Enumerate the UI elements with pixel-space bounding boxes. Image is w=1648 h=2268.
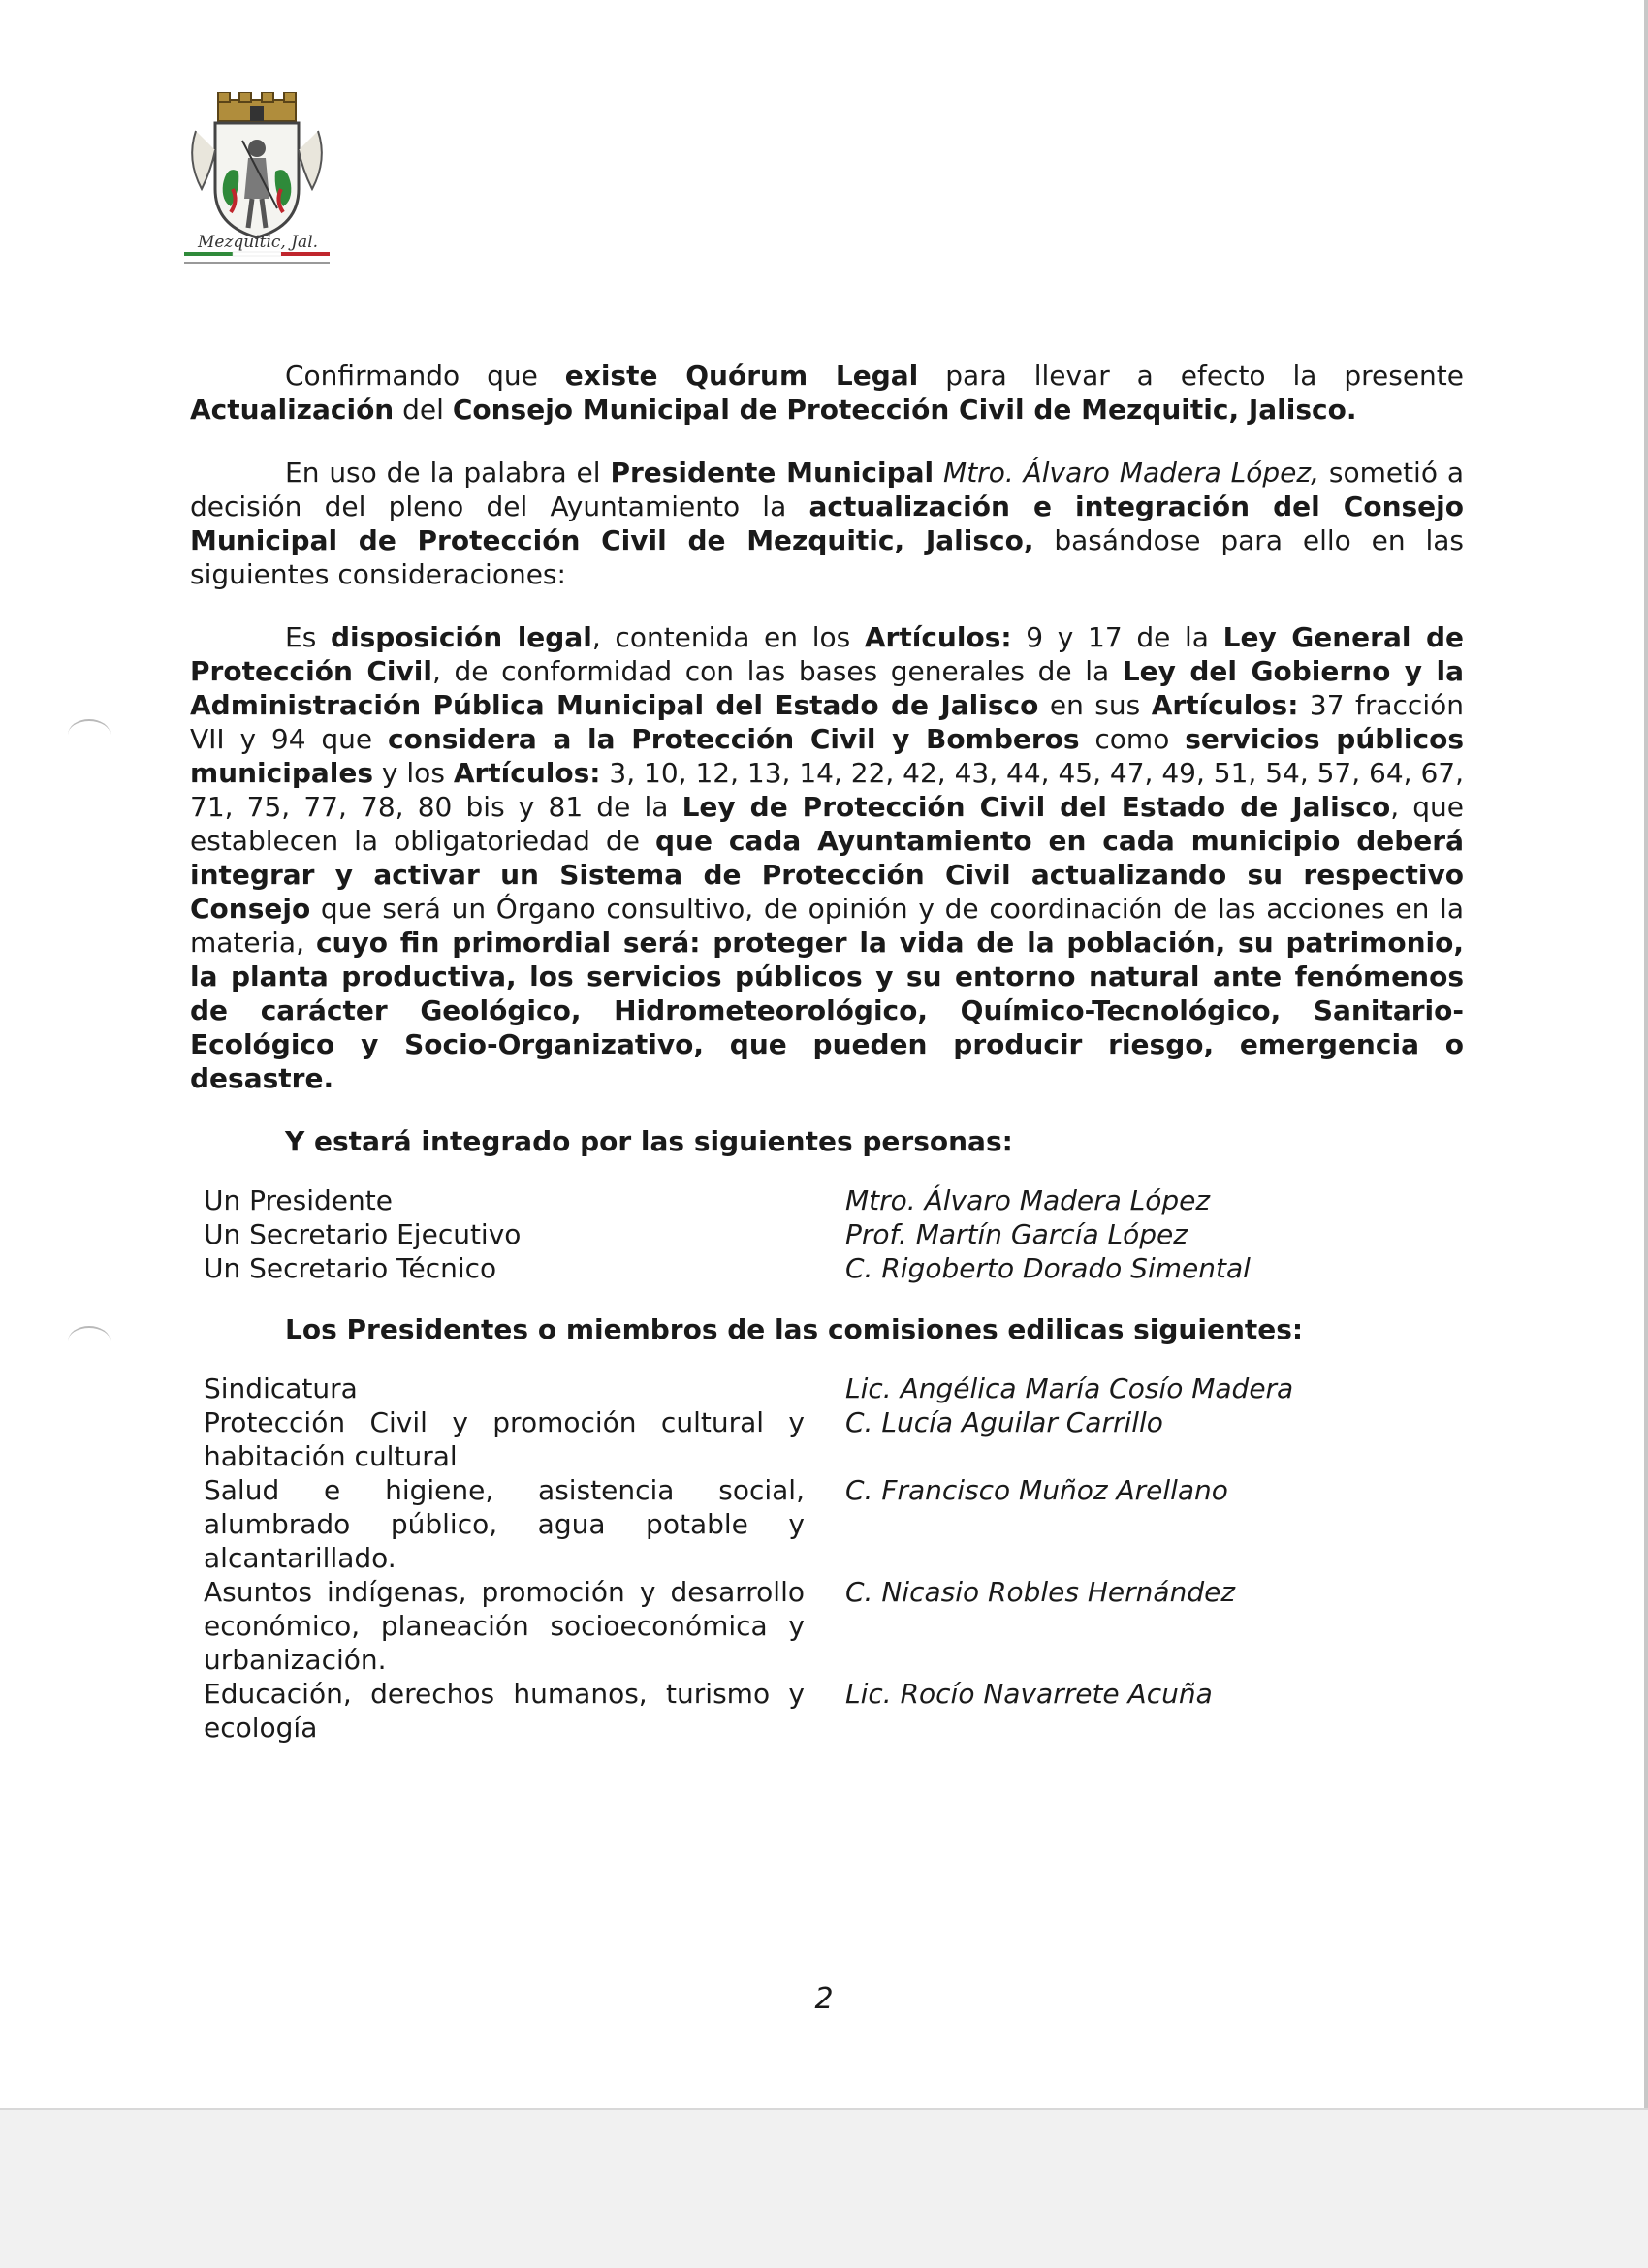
officer-name: C. Rigoberto Dorado Simental — [845, 1252, 1251, 1284]
officer-role: Un Secretario Ejecutivo — [204, 1218, 522, 1250]
paragraph-quorum: Confirmando que existe Quórum Legal para llevar a efecto la presente Actualización del Consejo Municipal de Protección Civil de Mezquitic, Jalisco. — [190, 360, 1464, 425]
integration-heading: Y estará integrado por las siguientes personas: — [285, 1125, 1013, 1157]
officer-role: Un Presidente — [204, 1184, 393, 1216]
commission-role: Sindicatura — [204, 1372, 358, 1404]
commission-role: Salud e higiene, asistencia social, alumbrado público, agua potable y alcantarillado. — [204, 1474, 805, 1574]
commission-role: Educación, derechos humanos, turismo y ecología — [204, 1678, 805, 1744]
logo-caption: Mezquitic, Jal. — [197, 233, 319, 252]
commission-role: Asuntos indígenas, promoción y desarrollo económico, planeación socioeconómica y urbanización. — [204, 1576, 805, 1676]
officers-list — [204, 1183, 1464, 1285]
punch-hole-mark — [68, 1326, 111, 1357]
commissions-list — [204, 1371, 1464, 1745]
document-body — [190, 359, 1464, 1772]
scan-edge — [1644, 0, 1648, 2266]
commission-role: Protección Civil y promoción cultural y habitación cultural — [204, 1406, 805, 1472]
paragraph-president-submission: En uso de la palabra el Presidente Municipal Mtro. Álvaro Madera López, sometió a decisión del pleno del Ayuntamiento la actualización e integración del Consejo Municipal de Protección Civil de Mezquitic, Jalisco, basándose para ello en las siguientes consideraciones: — [190, 457, 1465, 590]
officer-name: Mtro. Álvaro Madera López — [845, 1184, 1211, 1216]
commission-member: C. Nicasio Robles Hernández — [845, 1576, 1236, 1608]
commission-member: C. Lucía Aguilar Carrillo — [845, 1406, 1163, 1438]
scan-margin — [0, 2108, 1648, 2268]
commission-member: C. Francisco Muñoz Arellano — [845, 1474, 1228, 1506]
punch-hole-mark — [68, 719, 111, 750]
page-number: 2 — [814, 1982, 834, 2016]
paragraph-legal-basis: Es disposición legal, contenida en los Artículos: 9 y 17 de la Ley General de Protección Civil, de conformidad con las bases generales de la Ley del Gobierno y la Administración Pública Municipal del Estado de Jalisco en sus Artículos: 37 fracción VII y 94 que considera a la Protección Civil y Bomberos como servicios públicos municipales y los Artículos: 3, 10, 12, 13, 14, 22, 42, 43, 44, 45, 47, 49, 51, 54, 57, 64, 67, 71, 75, 77, 78, 80 bis y 81 de la Ley de Protección Civil del Estado de Jalisco, que establecen la obligatoriedad de que cada Ayuntamiento en cada municipio deberá integrar y activar un Sistema de Protección Civil actualizando su respectivo Consejo que será un Órgano consultivo, de opinión y de coordinación de las acciones en la materia, cuyo fin primordial será: proteger la vida de la población, su patrimonio, la planta productiva, los servicios públicos y su entorno natural ante fenómenos de carácter Geológico, Hidrometeorológico, Químico-Tecnológico, Sanitario-Ecológico y Socio-Organizativo, que pueden producir riesgo, emergencia o desastre. — [190, 621, 1465, 1094]
commission-member: Lic. Angélica María Cosío Madera — [845, 1372, 1294, 1404]
officer-role: Un Secretario Técnico — [204, 1252, 497, 1284]
commissions-heading: Los Presidentes o miembros de las comisiones edilicas siguientes: — [285, 1313, 1304, 1345]
officer-name: Prof. Martín García López — [845, 1218, 1188, 1250]
commission-member: Lic. Rocío Navarrete Acuña — [845, 1678, 1213, 1710]
